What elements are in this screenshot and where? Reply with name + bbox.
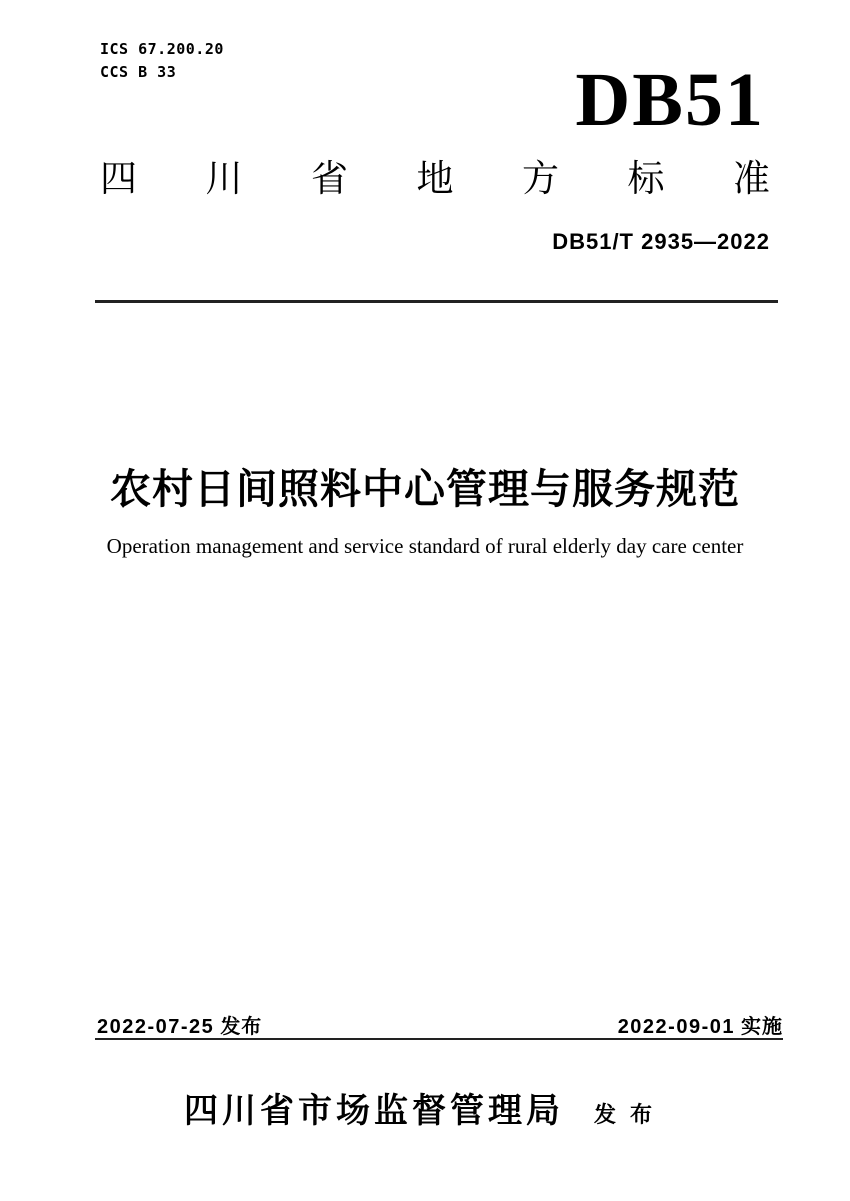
issue-date-group: [97, 1010, 262, 1039]
issue-date-label: 发布: [220, 1016, 263, 1038]
header-rule: [95, 300, 778, 303]
publisher-action-label: 发布: [593, 1102, 666, 1127]
standard-number: DB51/T 2935—2022: [552, 229, 770, 254]
publisher-name: 四川省市场监督管理局: [183, 1092, 564, 1130]
issue-date: 2022-07-25: [97, 1016, 215, 1038]
implementation-date: 2022-09-01: [617, 1016, 735, 1038]
ics-code: ICS 67.200.20: [100, 40, 224, 58]
publisher-row: [0, 1083, 850, 1132]
footer-rule: [95, 1038, 783, 1040]
document-title-chinese: 农村日间照料中心管理与服务规范: [110, 466, 740, 512]
standard-category-title: 四川省地方标准: [100, 158, 770, 199]
date-row: [97, 1010, 783, 1039]
implementation-date-label: 实施: [741, 1016, 783, 1038]
classification-codes: [100, 38, 224, 84]
implementation-date-group: [618, 1010, 783, 1039]
document-title-english: Operation management and service standard of rural elderly day care center: [106, 534, 744, 558]
db51-logo: DB51: [575, 58, 765, 142]
ccs-code: CCS B 33: [100, 63, 177, 81]
